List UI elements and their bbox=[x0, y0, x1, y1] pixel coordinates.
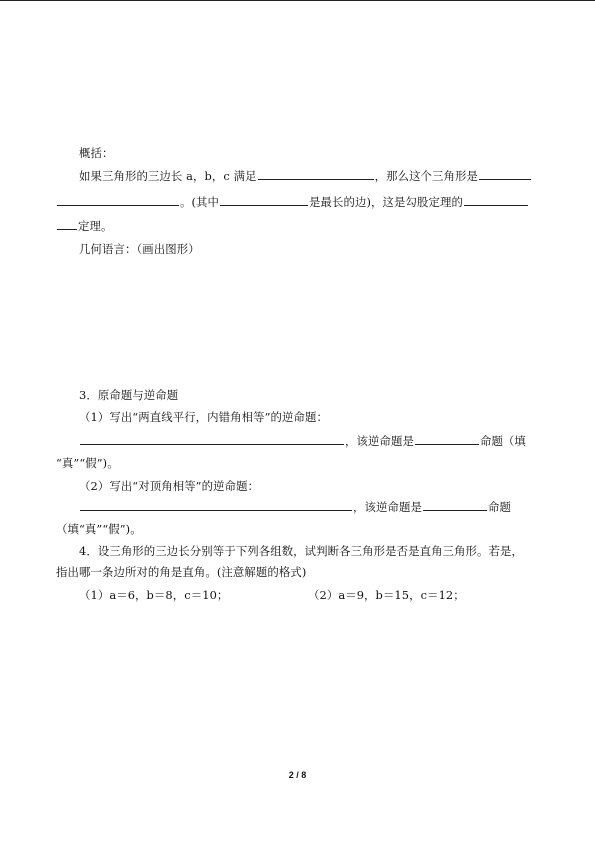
summary-line-2: 。(其中 是最长的边)，这是勾股定理的 bbox=[56, 194, 529, 209]
page-top-rule bbox=[0, 0, 595, 1]
answer-blank[interactable] bbox=[479, 168, 531, 180]
q3-sub2-prompt: （2）写出“对顶角相等”的逆命题： bbox=[79, 479, 260, 493]
q3-sub1-continue: “真”“假”)。 bbox=[56, 456, 119, 470]
answer-blank[interactable] bbox=[80, 499, 352, 511]
summary-line-3: 定理。 bbox=[56, 218, 112, 233]
q3-sub2-continue: （填“真”“假”)。 bbox=[56, 522, 142, 536]
answer-blank[interactable] bbox=[464, 194, 528, 206]
summary-heading: 概括： bbox=[79, 146, 114, 160]
answer-blank[interactable] bbox=[80, 433, 344, 445]
answer-blank[interactable] bbox=[415, 433, 479, 445]
answer-blank[interactable] bbox=[57, 194, 179, 206]
page-number: 2 / 8 bbox=[288, 770, 307, 780]
q4-case-1: （1）a＝6，b＝8，c＝10； bbox=[79, 588, 229, 602]
answer-blank[interactable] bbox=[220, 194, 308, 206]
q3-sub1-answer-line: ，该逆命题是 命题（填 bbox=[79, 433, 526, 448]
answer-blank[interactable] bbox=[423, 499, 487, 511]
q4-case-2: （2）a＝9，b＝15，c＝12； bbox=[308, 588, 465, 602]
q4-title-line-2: 指出哪一条边所对的角是直角。(注意解题的格式) bbox=[56, 565, 307, 579]
q3-sub1-prompt: （1）写出“两直线平行，内错角相等”的逆命题： bbox=[79, 410, 329, 424]
q3-sub2-answer-line: ，该逆命题是 命题 bbox=[79, 499, 511, 514]
answer-blank[interactable] bbox=[57, 218, 77, 230]
q3-title: 3．原命题与逆命题 bbox=[79, 388, 179, 402]
geometry-language: 几何语言：（画出图形） bbox=[79, 242, 200, 256]
answer-blank[interactable] bbox=[258, 168, 374, 180]
summary-line-1: 如果三角形的三边长 a，b，c 满足 ，那么这个三角形是 bbox=[79, 168, 532, 183]
q4-title-line-1: 4．设三角形的三边长分别等于下列各组数，试判断各三角形是否是直角三角形。若是， bbox=[79, 544, 523, 558]
